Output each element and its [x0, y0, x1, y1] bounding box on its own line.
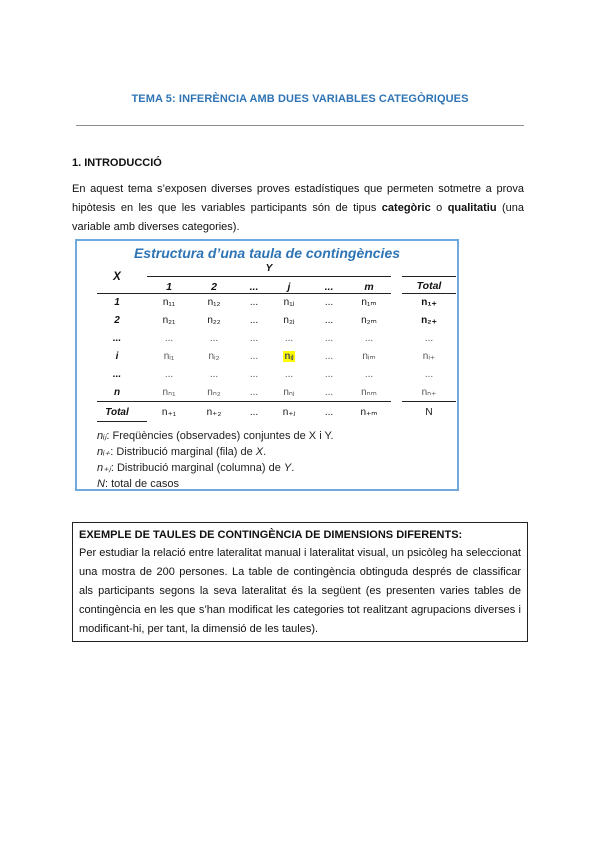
last-row-rule — [97, 401, 391, 402]
column-header: j — [287, 281, 291, 293]
table-cell: n₂₂ — [207, 315, 221, 326]
table-cell: n₂₁ — [162, 315, 176, 326]
row-label: 1 — [114, 297, 120, 308]
title-divider — [76, 125, 524, 126]
column-total-cell: n₊₁ — [161, 407, 177, 418]
table-cell: n₁₁ — [162, 297, 176, 308]
table-cell: ... — [209, 333, 219, 344]
table-cell: ... — [164, 369, 174, 380]
intro-text-1: En aquest tema s’exposen diverses proves estadístiques que permeten sotmetre a prova hipòtesis en les que les variables participants són de tipus — [72, 183, 524, 214]
table-cell: n₁ⱼ — [283, 297, 295, 308]
column-header: 1 — [166, 281, 172, 293]
intro-bold-categoric: categòric — [381, 202, 431, 214]
total-row-label: Total — [105, 407, 129, 418]
table-cell: nᵢ₁ — [163, 351, 175, 362]
row-label: n — [113, 387, 121, 398]
row-total-cell: ... — [424, 369, 434, 380]
total-column-header: Total — [416, 280, 442, 292]
row-total-cell: n₁₊ — [421, 297, 437, 308]
legend-text-row-marginal: : Distribució marginal (fila) de — [110, 446, 256, 458]
column-total-cell: ... — [249, 407, 259, 418]
table-cell: ... — [249, 369, 259, 380]
legend-symbol-nij: nᵢⱼ — [97, 430, 107, 442]
legend-line-row-marginal: nᵢ₊: Distribució marginal (fila) de X. — [97, 446, 267, 458]
header-bottom-rule-total — [402, 293, 456, 294]
table-cell: ... — [249, 333, 259, 344]
intro-text-2: (una variable amb diverses categories). — [72, 202, 525, 233]
table-cell: n₂ₘ — [361, 315, 377, 326]
column-total-cell: n₊₂ — [206, 407, 222, 418]
table-cell: nᵢ₂ — [208, 351, 220, 362]
table-cell: ... — [324, 387, 334, 398]
section-title: 1. INTRODUCCIÓ — [72, 157, 162, 169]
y-header-rule — [147, 276, 391, 277]
table-cell: ... — [364, 369, 374, 380]
table-cell: ... — [249, 315, 259, 326]
table-cell: ... — [324, 351, 334, 362]
column-total-cell: n₊ⱼ — [282, 407, 296, 418]
x-variable-label: X — [113, 271, 121, 283]
table-cell: ... — [324, 297, 334, 308]
intro-bold-qualitatiu: qualitatiu — [447, 202, 497, 214]
column-total-cell: n₊ₘ — [360, 407, 378, 418]
legend-symbol-n: N — [97, 478, 105, 490]
highlighted-cell-nij — [267, 351, 311, 363]
legend-line-total — [97, 476, 333, 492]
legend-text-total: : total de casos — [104, 478, 179, 490]
last-row-rule-total — [402, 401, 456, 402]
legend-symbol-nj: n₊ⱼ — [97, 462, 111, 474]
table-cell: ... — [324, 333, 334, 344]
table-cell: ... — [324, 315, 334, 326]
contingency-table-figure — [75, 239, 459, 491]
figure-title: Estructura d’una taula de contingències — [133, 245, 401, 261]
table-cell: ... — [324, 369, 334, 380]
table-cell: ... — [284, 369, 294, 380]
legend-var-x: X — [255, 446, 264, 458]
row-total-cell: nᵢ₊ — [422, 351, 436, 362]
row-total-cell: ... — [424, 333, 434, 344]
table-cell: ... — [249, 351, 259, 362]
grand-total-cell: N — [425, 407, 433, 418]
row-label: 2 — [114, 315, 120, 326]
column-header: m — [364, 281, 374, 293]
legend-symbol-ni: nᵢ₊ — [97, 446, 111, 458]
page-title: TEMA 5: INFERÈNCIA AMB DUES VARIABLES CATEGÒRIQUES — [131, 93, 469, 105]
row-total-cell: nₙ₊ — [421, 387, 437, 398]
row-label: ... — [112, 333, 122, 344]
table-cell: ... — [284, 333, 294, 344]
table-cell: nᵢₘ — [362, 351, 376, 362]
column-total-cell: ... — [324, 407, 334, 418]
table-cell: n₁₂ — [207, 297, 221, 308]
legend-text-joint: : Freqüències (observades) conjuntes de X i Y. — [106, 430, 334, 442]
legend-text-col-marginal: : Distribució marginal (columna) de — [110, 462, 284, 474]
example-text: Per estudiar la relació entre lateralitat manual i lateralitat visual, un psicòleg ha seleccionat una mostra de 200 persones. La table de contingència obtinguda després de classificar als participants segons la seva lateralitat és la següent (es presenten varies tables de contingència en les que s’han modificat les categories tot realitzant agrupacions diverses i modificant-hi, per tant, la dimensió de les taules). — [79, 547, 521, 635]
table-cell: n₂ⱼ — [283, 315, 295, 326]
legend-line-col-marginal: n₊ⱼ: Distribució marginal (columna) de Y. — [97, 462, 295, 474]
column-header: ... — [324, 281, 334, 293]
example-title: EXEMPLE DE TAULES DE CONTINGÈNCIA DE DIMENSIONS DIFERENTS: — [79, 529, 463, 541]
row-total-cell: n₂₊ — [421, 315, 437, 326]
column-header: 2 — [211, 281, 217, 293]
table-cell: nₙₘ — [361, 387, 377, 398]
total-row-rule — [97, 421, 147, 422]
table-cell: ... — [209, 369, 219, 380]
row-label: i — [115, 351, 119, 362]
highlight-nij: nᵢⱼ — [284, 351, 294, 362]
table-cell: ... — [164, 333, 174, 344]
y-variable-label: Y — [265, 263, 273, 274]
intro-paragraph — [72, 180, 524, 237]
legend-var-y: Y — [283, 462, 292, 474]
header-bottom-rule — [97, 293, 391, 294]
table-cell: ... — [249, 297, 259, 308]
total-header-rule — [402, 276, 456, 277]
legend-line-joint — [97, 428, 333, 444]
example-box — [72, 522, 528, 642]
row-label: ... — [112, 369, 122, 380]
table-cell: n₁ₘ — [361, 297, 377, 308]
intro-text-mid: o — [430, 202, 448, 214]
column-header: ... — [249, 281, 259, 293]
table-cell: nₙ₂ — [207, 387, 221, 398]
figure-legend — [97, 428, 333, 492]
table-cell: ... — [364, 333, 374, 344]
table-cell: nₙⱼ — [283, 387, 295, 398]
table-cell: nₙ₁ — [162, 387, 176, 398]
table-cell: ... — [249, 387, 259, 398]
